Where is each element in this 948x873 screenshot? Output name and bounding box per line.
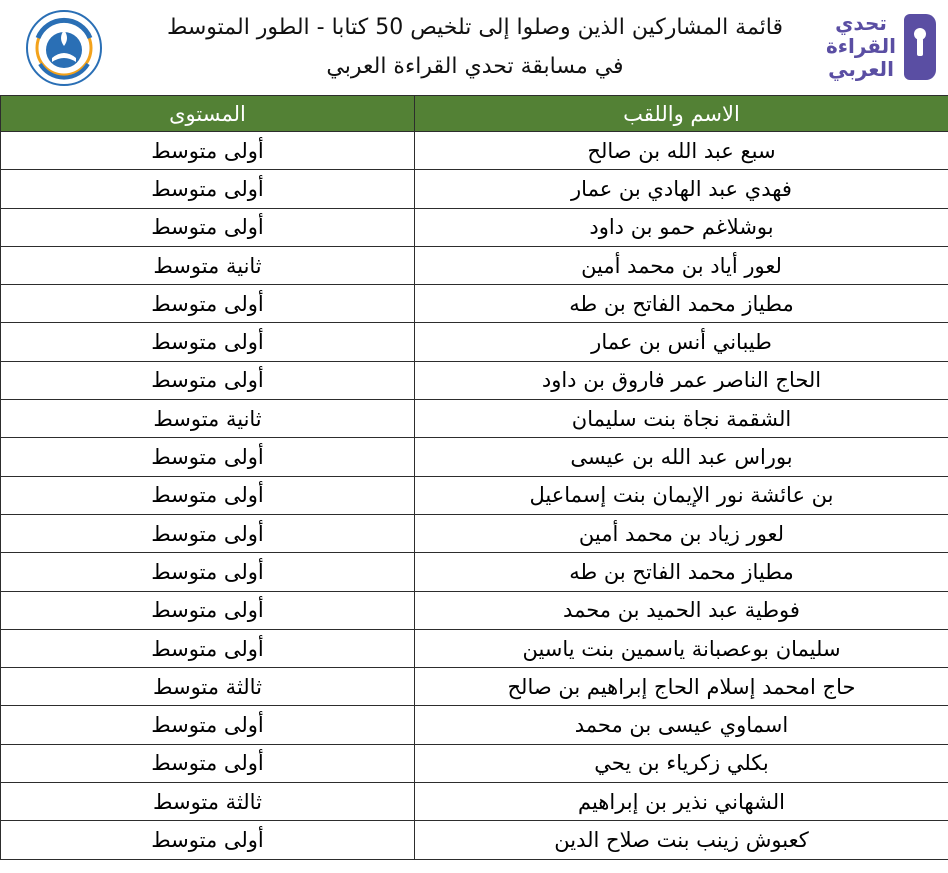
participant-level: ثانية متوسط — [1, 246, 415, 284]
table-row — [1, 132, 948, 170]
logo-text — [822, 12, 900, 81]
participant-level: أولى متوسط — [1, 821, 415, 859]
participant-name: فوطية عبد الحميد بن محمد — [415, 591, 948, 629]
arab-reading-challenge-logo — [822, 10, 940, 86]
table-row — [1, 208, 948, 246]
column-header-level: المستوى — [1, 96, 415, 132]
table-row — [1, 629, 948, 667]
participant-name: بن عائشة نور الإيمان بنت إسماعيل — [415, 476, 948, 514]
participant-level: أولى متوسط — [1, 438, 415, 476]
table-header-row — [1, 96, 948, 132]
participant-level: أولى متوسط — [1, 476, 415, 514]
table-row — [1, 706, 948, 744]
participant-name: مطياز محمد الفاتح بن طه — [415, 553, 948, 591]
logo-text-line-1: تحدي — [835, 11, 887, 35]
school-crest-icon — [24, 8, 104, 88]
participant-name: الشهاني نذير بن إبراهيم — [415, 783, 948, 821]
participant-level: ثالثة متوسط — [1, 668, 415, 706]
table-row — [1, 514, 948, 552]
participant-name: بوشلاغم حمو بن داود — [415, 208, 948, 246]
participant-name: بكلي زكرياء بن يحي — [415, 744, 948, 782]
participant-name: بوراس عبد الله بن عيسى — [415, 438, 948, 476]
participant-name: حاج امحمد إسلام الحاج إبراهيم بن صالح — [415, 668, 948, 706]
participant-name: سليمان بوعصبانة ياسمين بنت ياسين — [415, 629, 948, 667]
table-row — [1, 323, 948, 361]
participants-table — [0, 95, 948, 860]
participant-name: الحاج الناصر عمر فاروق بن داود — [415, 361, 948, 399]
table-row — [1, 821, 948, 859]
logo-text-line-2: القراءة — [825, 34, 897, 58]
keyhole-icon — [904, 14, 936, 80]
participant-name: طيباني أنس بن عمار — [415, 323, 948, 361]
table-row — [1, 783, 948, 821]
participant-level: أولى متوسط — [1, 323, 415, 361]
table-row — [1, 591, 948, 629]
table-row — [1, 170, 948, 208]
participant-level: أولى متوسط — [1, 361, 415, 399]
table-row — [1, 361, 948, 399]
participant-name: كعبوش زينب بنت صلاح الدين — [415, 821, 948, 859]
page-header — [0, 0, 948, 95]
table-row — [1, 400, 948, 438]
participant-level: أولى متوسط — [1, 285, 415, 323]
title-line-1: قائمة المشاركين الذين وصلوا إلى تلخيص 50 كتابا - الطور المتوسط — [166, 15, 784, 40]
participant-name: لعور زياد بن محمد أمين — [415, 514, 948, 552]
table-row — [1, 285, 948, 323]
participant-name: فهدي عبد الهادي بن عمار — [415, 170, 948, 208]
page-title — [150, 8, 800, 86]
table-row — [1, 476, 948, 514]
participant-level: أولى متوسط — [1, 553, 415, 591]
participant-level: أولى متوسط — [1, 744, 415, 782]
participant-level: أولى متوسط — [1, 132, 415, 170]
participant-level: ثالثة متوسط — [1, 783, 415, 821]
logo-text-line-3: العربي — [828, 57, 894, 81]
participant-level: أولى متوسط — [1, 514, 415, 552]
title-line-2: في مسابقة تحدي القراءة العربي — [326, 54, 624, 79]
participant-name: مطياز محمد الفاتح بن طه — [415, 285, 948, 323]
school-logo — [24, 8, 104, 88]
participant-name: لعور أياد بن محمد أمين — [415, 246, 948, 284]
table-row — [1, 246, 948, 284]
table-row — [1, 668, 948, 706]
table-row — [1, 744, 948, 782]
column-header-name: الاسم واللقب — [415, 96, 948, 132]
participant-name: الشقمة نجاة بنت سليمان — [415, 400, 948, 438]
school-name-latin — [24, 8, 104, 9]
participant-level: أولى متوسط — [1, 170, 415, 208]
participant-level: ثانية متوسط — [1, 400, 415, 438]
participant-level: أولى متوسط — [1, 591, 415, 629]
participant-level: أولى متوسط — [1, 629, 415, 667]
participant-level: أولى متوسط — [1, 208, 415, 246]
table-row — [1, 553, 948, 591]
participant-name: سبع عبد الله بن صالح — [415, 132, 948, 170]
table-row — [1, 438, 948, 476]
participant-level: أولى متوسط — [1, 706, 415, 744]
participant-name: اسماوي عيسى بن محمد — [415, 706, 948, 744]
